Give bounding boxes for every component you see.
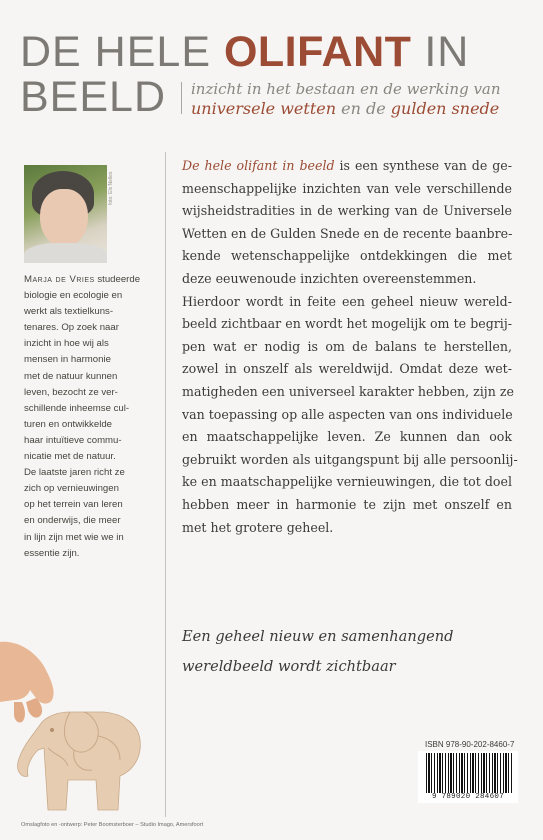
bio-line: turen en ontwikkelde	[24, 418, 112, 430]
subtitle-connector: en de	[336, 99, 391, 118]
bio-line: mensen in harmonie	[24, 354, 111, 366]
blurb-line: ke en maatschappelijke vernieuwingen, die tot doel	[182, 474, 512, 490]
isbn-label: ISBN 978-90-202-8460-7	[425, 740, 515, 749]
bio-line: tenares. Op zoek naar	[24, 322, 119, 334]
author-photo	[24, 165, 107, 263]
title-text-accent: OLIFANT	[223, 28, 412, 76]
bio-line: met de natuur kunnen	[24, 370, 118, 382]
bio-line: op het terrein van leren	[24, 499, 123, 511]
cover-title-line2: BEELD	[20, 73, 167, 121]
blurb-line: van toepassing op alle aspecten van ons individuele	[182, 406, 513, 422]
bio-line: essentie zijn.	[24, 547, 80, 559]
blurb-line: hebben meer in harmonie te zijn met onszelf en	[182, 496, 512, 512]
title-text-plain: DE HELE	[20, 28, 224, 76]
barcode-bars	[426, 753, 512, 793]
blurb-line: gebruikt worden als uitgangspunt bij alle persoonlij-	[182, 451, 518, 467]
subtitle-golden-ratio: gulden snede	[390, 99, 500, 118]
barcode	[418, 751, 518, 803]
blurb-line: kende wetenschappelijke ontdekkingen die met	[182, 248, 512, 264]
blurb-line: Hierdoor wordt in feite een geheel nieuw wereld-	[182, 293, 512, 309]
bio-line: zich op vernieuwingen	[24, 483, 119, 495]
blurb-line: deze eeuwenoude inzichten overeenstemmen.	[182, 270, 477, 286]
blurb-text	[182, 155, 518, 539]
blurb-line: met het grotere geheel.	[182, 519, 334, 535]
blurb-line: Wetten en de Gulden Snede en de recente baanbre-	[182, 225, 513, 241]
blurb-line: De hele olifant in beeld is een synthese van de ge-	[182, 158, 512, 173]
bio-line: in lijn zijn met wie we in	[24, 531, 124, 543]
barcode-digits: 9 789020 284607	[431, 793, 504, 801]
subtitle-universal-laws: universele wetten	[191, 99, 337, 118]
column-divider	[165, 152, 166, 817]
subtitle-line1: inzicht in het bestaan en de werking van	[191, 80, 501, 98]
cover-title-line1	[20, 30, 469, 74]
tagline-line1: Een geheel nieuw en samenhangend	[182, 628, 454, 645]
bio-line: Marja de Vries studeerde	[24, 274, 141, 285]
bio-line: en onderwijs, die meer	[24, 515, 121, 527]
bio-line: De laatste jaren richt ze	[24, 467, 125, 479]
bio-line: haar intuïtieve commu-	[24, 434, 122, 446]
blurb-line: zowel in onszelf als wereldwijd. Omdat deze wet-	[182, 361, 512, 377]
bio-line: inzicht in hoe wij als	[24, 338, 109, 350]
cover-credits: Omslagfoto en -ontwerp: Peter Boomsterboer – Studio Imago, Amersfoort	[21, 822, 204, 828]
book-title-inline: De hele olifant in beeld	[182, 158, 335, 173]
bio-line: schillende inheemse cul-	[24, 402, 130, 414]
elephant-puzzle-illustration	[0, 630, 165, 820]
blurb-line: pen wat er nodig is om de balans te herstellen,	[182, 338, 512, 354]
blurb-line: beeld zichtbaar en wordt het mogelijk om te begrij-	[182, 316, 512, 332]
subtitle-line2	[191, 99, 499, 118]
author-name: Marja de Vries	[24, 274, 95, 285]
tagline	[182, 622, 453, 682]
author-bio	[24, 272, 152, 562]
bio-line: biologie en ecologie en	[24, 290, 123, 302]
photo-credit: foto: Els Nelles	[108, 171, 114, 205]
blurb-line: meenschappelijke inzichten van vele verschillende	[182, 180, 512, 196]
author-photo-face	[40, 189, 88, 247]
blurb-line: matigheden een universeel karakter hebben, zijn ze	[182, 383, 514, 399]
bio-line: leven, bezocht ze ver-	[24, 386, 118, 398]
bio-line: nicatie met de natuur.	[24, 451, 116, 463]
title-separator	[181, 82, 182, 114]
wooden-elephant	[18, 712, 141, 810]
hand-illustration	[0, 642, 54, 723]
title-text-end: IN	[411, 28, 470, 76]
bio-line: werkt als textielkuns-	[24, 306, 114, 318]
tagline-line2: wereldbeeld wordt zichtbaar	[182, 658, 396, 675]
blurb-line: en maatschappelijke leven. Ze kunnen dan ook	[182, 429, 512, 445]
blurb-line: wijsheidstradities in de werking van de Universele	[182, 203, 512, 219]
author-photo-shoulders	[24, 243, 107, 263]
